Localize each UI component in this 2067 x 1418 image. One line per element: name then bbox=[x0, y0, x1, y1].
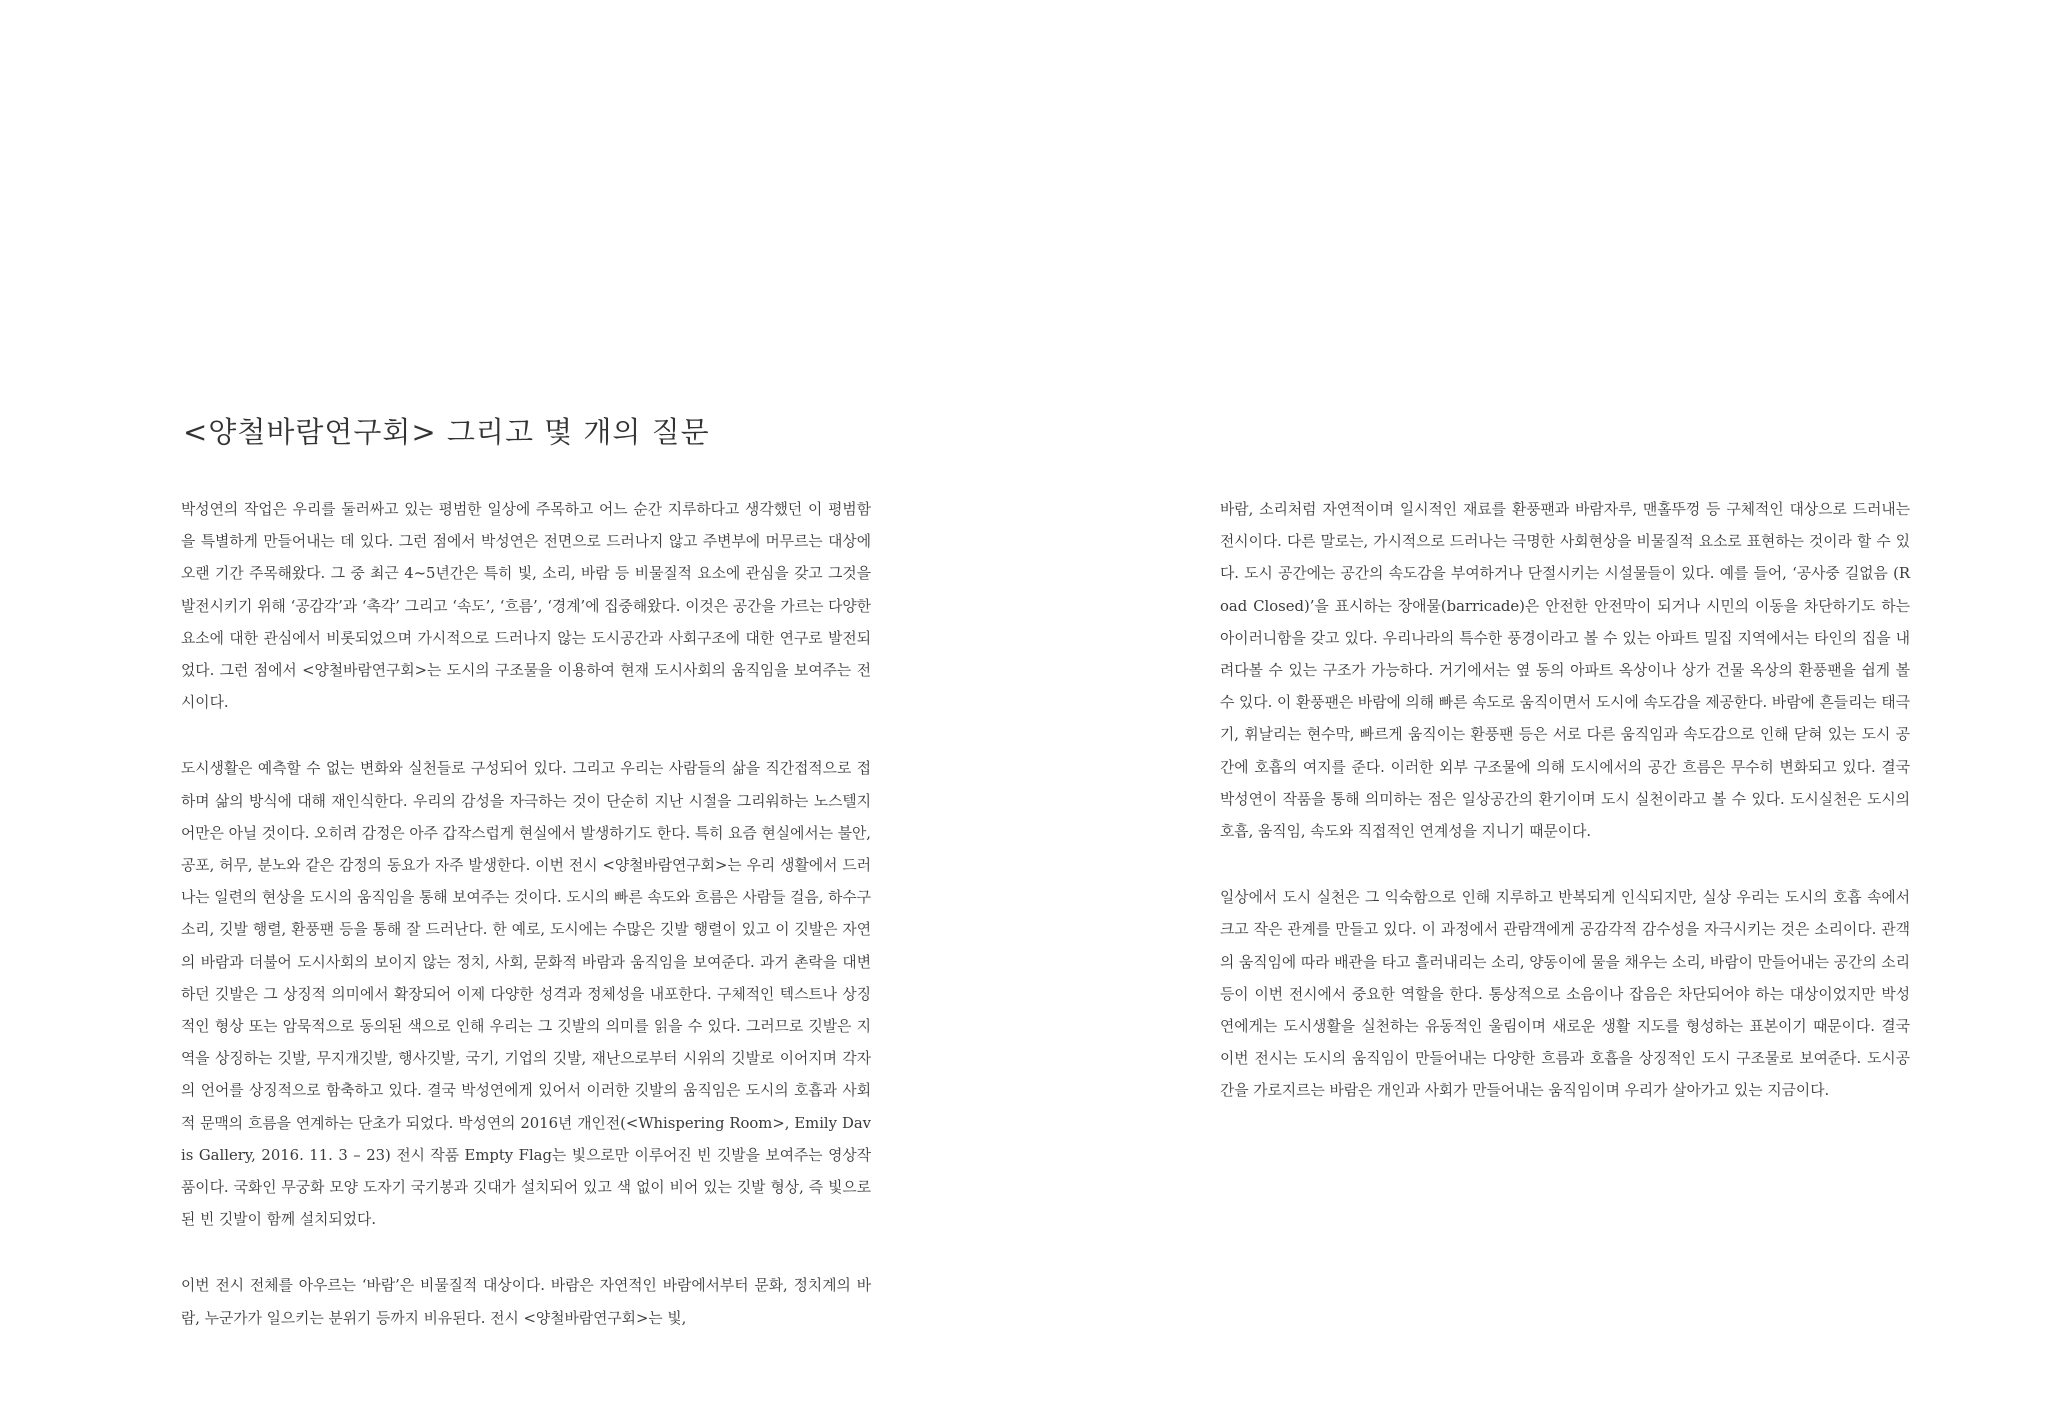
left-paragraph-3: 이번 전시 전체를 아우르는 ‘바람’은 비물질적 대상이다. 바람은 자연적인 바람에서부터 문화, 정치계의 바람, 누군가가 일으키는 분위기 등까지 비유된다. 전시 <양철바람연구회>는 빛, bbox=[181, 1277, 871, 1327]
right-paragraph-2: 일상에서 도시 실천은 그 익숙함으로 인해 지루하고 반복되게 인식되지만, 실상 우리는 도시의 호흡 속에서 크고 작은 관계를 만들고 있다. 이 과정에서 관람객에게 공감각적 감수성을 자극시키는 것은 소리이다. 관객의 움직임에 따라 배관을 타고 흘러내리는 소리, 양동이에 물을 채우는 소리, 바람이 만들어내는 공간의 소리 등이 이번 전시에서 중요한 역할을 한다. 통상적으로 소음이나 잡음은 차단되어야 하는 대상이었지만 박성연에게는 도시생활을 실천하는 유동적인 울림이며 새로운 생활 지도를 형성하는 표본이기 때문이다. 결국 이번 전시는 도시의 움직임이 만들어내는 다양한 흐름과 호흡을 상징적인 도시 구조물로 보여준다. 도시공간을 가로지르는 바람은 개인과 사회가 만들어내는 움직임이며 우리가 살아가고 있는 지금이다. bbox=[1220, 889, 1910, 1100]
right-text-column bbox=[1220, 494, 1910, 1142]
right-page bbox=[1034, 0, 2067, 1418]
essay-title: <양철바람연구회> 그리고 몇 개의 질문 bbox=[183, 415, 710, 449]
right-paragraph-1: 바람, 소리처럼 자연적이며 일시적인 재료를 환풍팬과 바람자루, 맨홀뚜껑 등 구체적인 대상으로 드러내는 전시이다. 다른 말로는, 가시적으로 드러나는 극명한 사회현상을 비물질적 요소로 표현하는 것이라 할 수 있다. 도시 공간에는 공간의 속도감을 부여하거나 단절시키는 시설물들이 있다. 예를 들어, ‘공사중 길없음 (Road Closed)’을 표시하는 장애물(barricade)은 안전한 안전막이 되거나 시민의 이동을 차단하기도 하는 아이러니함을 갖고 있다. 우리나라의 특수한 풍경이라고 볼 수 있는 아파트 밀집 지역에서는 타인의 집을 내려다볼 수 있는 구조가 가능하다. 거기에서는 옆 동의 아파트 옥상이나 상가 건물 옥상의 환풍팬을 쉽게 볼 수 있다. 이 환풍팬은 바람에 의해 빠른 속도로 움직이면서 도시에 속도감을 제공한다. 바람에 흔들리는 태극기, 휘날리는 현수막, 빠르게 움직이는 환풍팬 등은 서로 다른 움직임과 속도감으로 인해 닫혀 있는 도시 공간에 호흡의 여지를 준다. 이러한 외부 구조물에 의해 도시에서의 공간 흐름은 무수히 변화되고 있다. 결국 박성연이 작품을 통해 의미하는 점은 일상공간의 환기이며 도시 실천이라고 볼 수 있다. 도시실천은 도시의 호흡, 움직임, 속도와 직접적인 연계성을 지니기 때문이다. bbox=[1220, 501, 1910, 841]
left-text-column bbox=[181, 494, 871, 1369]
left-page bbox=[0, 0, 1033, 1418]
left-paragraph-1: 박성연의 작업은 우리를 둘러싸고 있는 평범한 일상에 주목하고 어느 순간 지루하다고 생각했던 이 평범함을 특별하게 만들어내는 데 있다. 그런 점에서 박성연은 전면으로 드러나지 않고 주변부에 머무르는 대상에 오랜 기간 주목해왔다. 그 중 최근 4~5년간은 특히 빛, 소리, 바람 등 비물질적 요소에 관심을 갖고 그것을 발전시키기 위해 ‘공감각’과 ‘촉각’ 그리고 ‘속도’, ‘흐름’, ‘경계’에 집중해왔다. 이것은 공간을 가르는 다양한 요소에 대한 관심에서 비롯되었으며 가시적으로 드러나지 않는 도시공간과 사회구조에 대한 연구로 발전되었다. 그런 점에서 <양철바람연구회>는 도시의 구조물을 이용하여 현재 도시사회의 움직임을 보여주는 전시이다. bbox=[181, 501, 871, 712]
left-paragraph-2: 도시생활은 예측할 수 없는 변화와 실천들로 구성되어 있다. 그리고 우리는 사람들의 삶을 직간접적으로 접하며 삶의 방식에 대해 재인식한다. 우리의 감성을 자극하는 것이 단순히 지난 시절을 그리워하는 노스텔지어만은 아닐 것이다. 오히려 감정은 아주 갑작스럽게 현실에서 발생하기도 한다. 특히 요즘 현실에서는 불안, 공포, 허무, 분노와 같은 감정의 동요가 자주 발생한다. 이번 전시 <양철바람연구회>는 우리 생활에서 드러나는 일련의 현상을 도시의 움직임을 통해 보여주는 것이다. 도시의 빠른 속도와 흐름은 사람들 걸음, 하수구 소리, 깃발 행렬, 환풍팬 등을 통해 잘 드러난다. 한 예로, 도시에는 수많은 깃발 행렬이 있고 이 깃발은 자연의 바람과 더불어 도시사회의 보이지 않는 정치, 사회, 문화적 바람과 움직임을 보여준다. 과거 촌락을 대변하던 깃발은 그 상징적 의미에서 확장되어 이제 다양한 성격과 정체성을 내포한다. 구체적인 텍스트나 상징적인 형상 또는 암묵적으로 동의된 색으로 인해 우리는 그 깃발의 의미를 읽을 수 있다. 그러므로 깃발은 지역을 상징하는 깃발, 무지개깃발, 행사깃발, 국기, 기업의 깃발, 재난으로부터 시위의 깃발로 이어지며 각자의 언어를 상징적으로 함축하고 있다. 결국 박성연에게 있어서 이러한 깃발의 움직임은 도시의 호흡과 사회적 문맥의 흐름을 연계하는 단초가 되었다. 박성연의 2016년 개인전(<Whispering Room>, Emily Davis Gallery, 2016. 11. 3 – 23) 전시 작품 Empty Flag는 빛으로만 이루어진 빈 깃발을 보여주는 영상작품이다. 국화인 무궁화 모양 도자기 국기봉과 깃대가 설치되어 있고 색 없이 비어 있는 깃발 형상, 즉 빛으로 된 빈 깃발이 함께 설치되었다. bbox=[181, 760, 871, 1229]
